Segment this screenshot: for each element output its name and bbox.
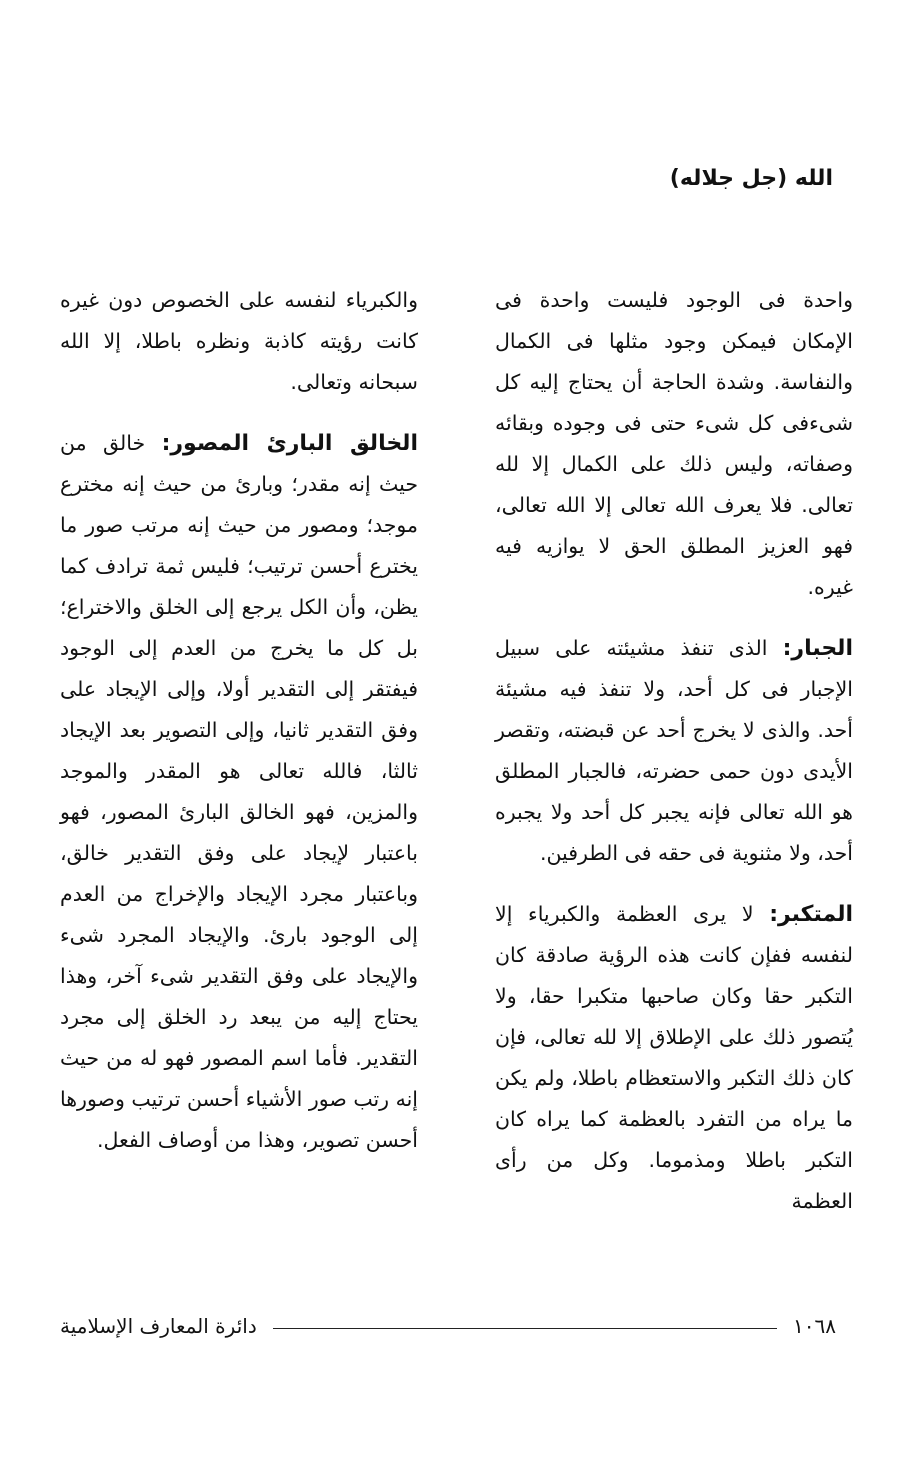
text-column-right	[495, 280, 853, 1242]
page-number: ١٠٦٨	[793, 1314, 836, 1338]
term-heading: الخالق البارئ المصور:	[161, 431, 418, 456]
running-header-title: الله (جل جلاله)	[669, 166, 833, 191]
paragraph	[60, 280, 418, 403]
paragraph-al-jabbar	[495, 628, 853, 874]
term-heading: الجبار:	[782, 636, 853, 661]
paragraph-text: خالق من حيث إنه مقدر؛ وبارئ من حيث إنه مخترع موجد؛ ومصور من حيث إنه مرتب صور ما يخترع أحسن ترتيب؛ فليس ثمة ترادف كما يظن، وأن الكل يرجع إلى الخلق والاختراع؛ بل كل ما يخرج من العدم إلى الوجود فيفتقر إلى التقدير أولا، وإلى الإيجاد على وفق التقدير ثانيا، وإلى التصوير بعد الإيجاد ثالثا، فالله تعالى هو المقدر والموجد والمزين، فهو الخالق البارئ المصور، فهو باعتبار لإيجاد على وفق التقدير خالق، وباعتبار مجرد الإيجاد والإخراج من العدم إلى الوجود بارئ. والإيجاد المجرد شىء والإيجاد على وفق التقدير شىء آخر، وهذا يحتاج إليه من يبعد رد الخلق إلى مجرد التقدير. فأما اسم المصور فهو له من حيث إنه رتب صور الأشياء أحسن ترتيب وصورها أحسن تصوير، وهذا من أوصاف الفعل.	[60, 431, 418, 1152]
paragraph-text: واحدة فى الوجود فليست واحدة فى الإمكان فيمكن وجود مثلها فى الكمال والنفاسة. وشدة الحاجة أن يحتاج إليه كل شىءفى كل شىء حتى فى وجوده وبقائه وصفاته، وليس ذلك على الكمال إلا لله تعالى. فلا يعرف الله تعالى إلا الله تعالى، فهو العزيز المطلق الحق لا يوازيه فيه غيره.	[495, 288, 853, 599]
page-footer	[60, 1308, 836, 1344]
paragraph-text: لا يرى العظمة والكبرياء إلا لنفسه ففإن كانت هذه الرؤية صادقة كان التكبر حقا وكان صاحبها متكبرا حقا، ولا يُتصور ذلك على الإطلاق إلا لله تعالى، فإن كان ذلك التكبر والاستعظام باطلا، ولم يكن ما يراه من التفرد بالعظمة كما يراه كان التكبر باطلا ومذموما. وكل من رأى العظمة	[495, 902, 853, 1213]
publication-title: دائرة المعارف الإسلامية	[60, 1314, 257, 1338]
paragraph-text: والكبرياء لنفسه على الخصوص دون غيره كانت رؤيته كاذبة ونظره باطلا، إلا الله سبحانه وتعالى.	[60, 288, 418, 394]
text-column-left	[60, 280, 418, 1181]
footer-divider	[273, 1328, 777, 1329]
paragraph-al-mutakabbir	[495, 894, 853, 1222]
paragraph-al-khaliq	[60, 423, 418, 1161]
paragraph-text: الذى تنفذ مشيئته على سبيل الإجبار فى كل أحد، ولا تنفذ فيه مشيئة أحد. والذى لا يخرج أحد عن قبضته، وتقصر الأيدى دون حمى حضرته، فالجبار المطلق هو الله تعالى فإنه يجبر كل أحد ولا يجبره أحد، ولا مثنوية فى حقه فى الطرفين.	[495, 636, 853, 865]
term-heading: المتكبر:	[769, 902, 853, 927]
paragraph	[495, 280, 853, 608]
